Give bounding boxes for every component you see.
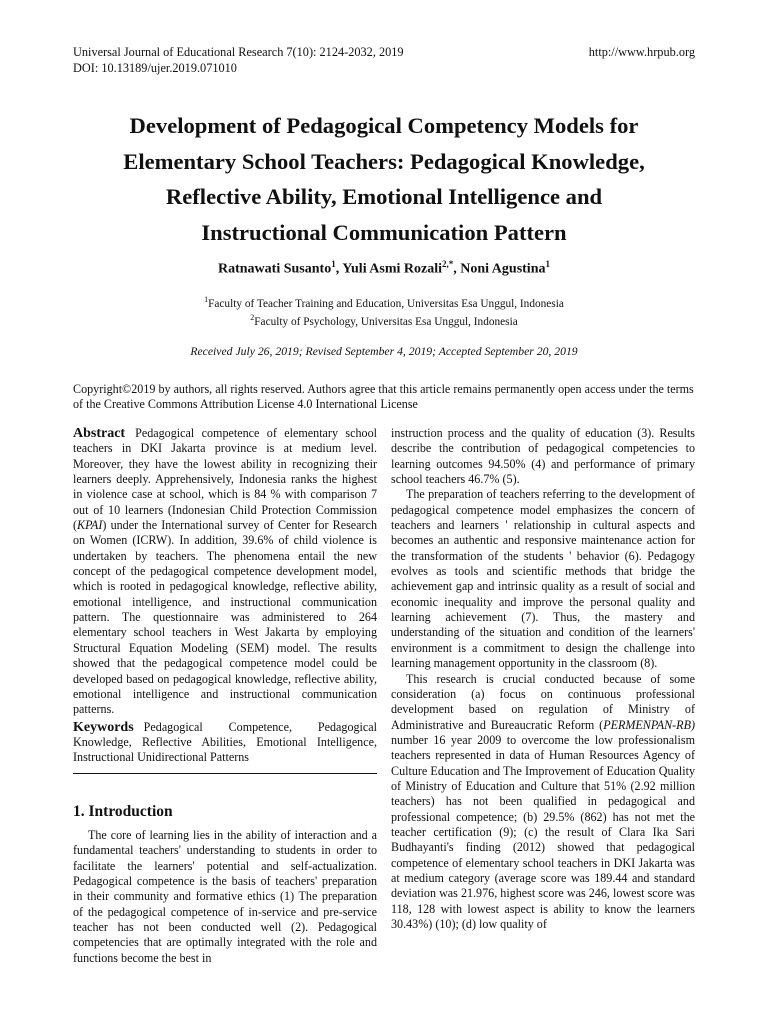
section-heading-introduction: 1. Introduction xyxy=(73,803,173,820)
author-affil-mark: 2,* xyxy=(442,259,454,269)
journal-url[interactable]: http://www.hrpub.org xyxy=(588,45,695,59)
keywords-text: Pedagogical Competence, Pedagogical Knowledge, Reflective Abilities, Emotional Intelligence, Instructional Unidirectional Patterns xyxy=(73,719,377,765)
author-separator: , xyxy=(335,261,343,277)
affiliation-line xyxy=(0,311,768,329)
abstract-heading: Abstract xyxy=(73,426,126,441)
author-affil-mark: 1 xyxy=(545,259,550,269)
journal-citation: Universal Journal of Educational Research 7(10): 2124-2032, 2019 xyxy=(73,45,404,59)
abstract xyxy=(73,426,377,718)
paragraph: instruction process and the quality of education (3). Results describe the contribution of pedagogical competencies to learning outcomes 94.50% (4) and performance of primary school teachers 46.7% (5). xyxy=(391,426,695,487)
affiliation-mark: 2 xyxy=(250,312,255,322)
copyright-notice: Copyright©2019 by authors, all rights reserved. Authors agree that this article remains permanently open access under the terms of the Creative Commons Attribution License 4.0 International License xyxy=(73,382,694,411)
affiliations xyxy=(0,293,768,329)
title-line: Elementary School Teachers: Pedagogical Knowledge, xyxy=(123,148,645,174)
title-line: Development of Pedagogical Competency Models for xyxy=(129,113,639,138)
paragraph: The core of learning lies in the ability of interaction and a fundamental teachers' understanding to students in order to facilitate the learners' potential and self-actualization. Pedagogical competence is the basis of teachers' preparation in their community and formative ethics (1) The preparation of the pedagogical competence of in-service and pre-service teacher has not been conducted well (2). Pedagogical competencies that are optimally integrated with the role and functions become the best in xyxy=(73,828,377,965)
received-dates: Received July 26, 2019; Revised September 4, 2019; Accepted September 20, 2019 xyxy=(190,345,578,358)
title-line: Reflective Ability, Emotional Intelligence and xyxy=(165,184,603,209)
doi[interactable]: DOI: 10.13189/ujer.2019.071010 xyxy=(73,60,237,75)
introduction-body xyxy=(73,828,377,966)
affiliation-text: Faculty of Teacher Training and Education, Universitas Esa Unggul, Indonesia xyxy=(208,297,564,310)
author-list xyxy=(0,259,768,278)
author-name: Yuli Asmi Rozali xyxy=(342,261,443,277)
paragraph: The preparation of teachers referring to the development of pedagogical competence model emphasizes the concern of teachers and learners ' relationship in cultural aspects and becomes an authentic and responsive maintenance action for the transformation of the students ' behavior (6). Pedagogy evolves as tools and scientific methods that bridge the achievement gap and intrinsic quality as a result of social and economic inequality and improve the personal quality and learning achievement (7). Thus, the mastery and understanding of the situation and condition of the learners' environment is a commitment to design the challenge into learning management opportunity in the classroom (8). xyxy=(391,487,695,671)
paragraph xyxy=(391,672,695,933)
paper-title xyxy=(60,108,708,250)
paragraph-text-cont: number 16 year 2009 to overcome the low professionalism teachers represented in data of Human Resources Agency of Culture Education and The Improvement of Education Quality of Ministry of Education and Culture that 51% (2.92 million teachers) has not been qualified in pedagogical and professional competence; (b) 29.5% (862) has not met the teacher certification (9); (c) the result of Clara Ika Sari Budhayanti's finding (2012) showed that pedagogical competence of elementary school teachers in DKI Jakarta was at medium category (average score was 189.44 and standard deviation was 21.976, highest score was 246, lowest score was 118, 128 with lowest aspect is ability to know the learners 30.43%) (10); (d) low quality of xyxy=(391,732,695,931)
affiliation-line xyxy=(0,293,768,311)
author-name: Noni Agustina xyxy=(460,261,546,277)
affiliation-text: Faculty of Psychology, Universitas Esa Unggul, Indonesia xyxy=(254,315,518,328)
author-name: Ratnawati Susanto xyxy=(218,261,332,277)
keywords xyxy=(73,720,377,766)
left-column xyxy=(73,426,377,766)
section-divider xyxy=(73,773,377,774)
title-line: Instructional Communication Pattern xyxy=(201,219,567,245)
author-separator: , xyxy=(453,261,461,277)
paragraph-text: This research is crucial conducted because of some consideration (a) focus on continuous professional development based on regulation of Ministry of Administrative and Bureaucratic Reform ( xyxy=(391,671,695,732)
keywords-heading: Keywords xyxy=(73,719,134,735)
affiliation-mark: 1 xyxy=(204,295,209,304)
abstract-text: Pedagogical competence of elementary school teachers in DKI Jakarta province is at medium level. Moreover, they have the lowest ability in recognizing their learners deeply. Apprehensively, Indonesia ranks the highest in violence case at school, which is 84 % with comparison 7 out of 10 learners (Indonesian Child Protection Commission ( xyxy=(73,426,377,533)
running-header-left xyxy=(73,45,404,76)
paragraph-italic: PERMENPAN-RB) xyxy=(603,717,695,732)
author-affil-mark: 1 xyxy=(331,259,336,269)
abstract-text-cont: ) under the International survey of Center for Research on Women (ICRW). In addition, 39.6% of child violence is undertaken by teachers. The phenomena entail the new concept of the pedagogical competence development model, which is rooted in pedagogical knowledge, reflective ability, emotional intelligence, and instructional communication pattern. The questionnaire was administered to 264 elementary school teachers in West Jakarta by employing Structural Equation Modeling (SEM) model. The results showed that the pedagogical competence model could be developed based on pedagogical knowledge, reflective ability, emotional intelligence and instructional communication patterns. xyxy=(73,518,377,717)
right-column xyxy=(391,426,695,932)
abstract-italic-acronym: KPAI xyxy=(77,518,103,533)
